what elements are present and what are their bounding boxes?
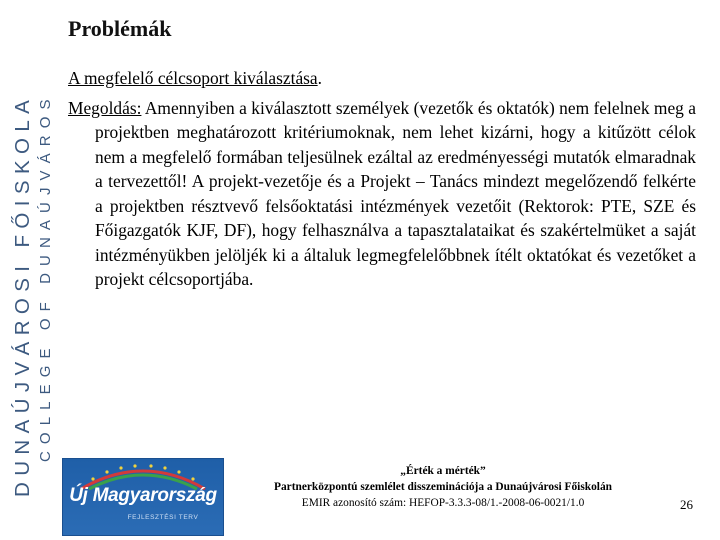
solution-text: Amennyiben a kiválasztott személyek (vezetők és oktatók) nem felelnek meg a projektben meghatározott kritériumoknak, nem lehet kizárni, hogy a kitűzött célok nem a megfelelő formában teljesülnek ezáltal az eredményességi mutatók elmaradnak a tervezettől! A projekt-vezetője és a Projekt – Tanács mindezt megelőzendő felkérte a projektben résztvevő felsőoktatási intézmények vezetőit (Rektorok: PTE, SZE és Főigazgatók KJF, DF), hogy felhasználva a tapasztalataikat és szakértelmüket a saját intézményükben jelöljék ki a általuk legmegfelelőbbnek ítélt oktatókat és vezetőket a projekt célcsoportjába. [95, 97, 696, 289]
college-name-english: COLLEGE OF DUNAÚJVÁROS [37, 92, 54, 462]
logo-brand-text: Új Magyarország [69, 485, 217, 506]
slide-body [68, 66, 696, 292]
college-name-hungarian: DUNAÚJVÁROSI FŐISKOLA [11, 93, 34, 497]
subtitle-period: . [317, 68, 323, 88]
page-number: 26 [680, 497, 693, 512]
footer-project-title: Partnerközpontú szemlélet disszeminációja a Dunaújvárosi Főiskolán [273, 481, 613, 493]
footer [228, 463, 658, 511]
slide-subtitle [68, 66, 696, 91]
footer-project-id: EMIR azonosító szám: HEFOP-3.3.3-08/1.-2008-06-0021/1.0 [301, 497, 585, 509]
college-side-branding [0, 0, 56, 540]
solution-paragraph [68, 96, 696, 292]
footer-motto: „Érték a mérték” [400, 465, 486, 477]
solution-label: Megoldás: [68, 97, 142, 118]
page-title: Problémák [68, 16, 172, 41]
subtitle-text: A megfelelő célcsoport kiválasztása [68, 68, 318, 88]
uj-magyarorszag-logo [62, 458, 224, 536]
logo-subtext: FEJLESZTÉSI TERV [127, 514, 199, 521]
